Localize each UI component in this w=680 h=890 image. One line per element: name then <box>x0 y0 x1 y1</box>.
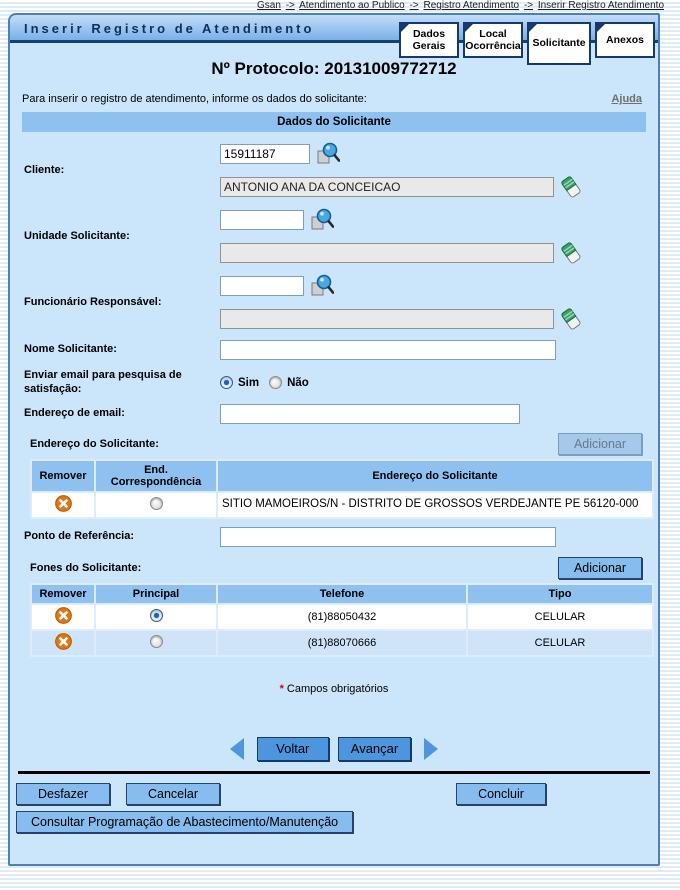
unidade-code-input[interactable] <box>220 210 304 230</box>
fones-col-telefone: Telefone <box>217 584 467 604</box>
avancar-button[interactable]: Avançar <box>338 737 411 761</box>
ponto-referencia-input[interactable] <box>220 527 556 547</box>
next-arrow-icon[interactable] <box>424 738 438 760</box>
funcionario-erase-icon[interactable] <box>560 307 582 331</box>
funcionario-label: Funcionário Responsável: <box>24 295 162 308</box>
breadcrumb <box>257 0 664 11</box>
remove-fone-icon[interactable] <box>55 607 72 624</box>
telefone-cell: (81)88050432 <box>217 604 467 630</box>
unidade-search-icon[interactable] <box>310 208 334 232</box>
principal-radio[interactable] <box>150 635 163 648</box>
endereco-section-label: Endereço do Solicitante: <box>30 437 159 450</box>
help-link[interactable]: Ajuda <box>611 93 642 105</box>
email-pesquisa-label: Enviar email para pesquisa de satisfação: <box>24 369 182 395</box>
tab-local-ocorrencia[interactable]: Local Ocorrência <box>463 22 523 58</box>
required-asterisk: * <box>279 682 284 695</box>
endereco-cell: SITIO MAMOEIROS/N - DISTRITO DE GROSSOS VERDEJANTE PE 56120-000 <box>217 492 653 518</box>
breadcrumb-link-registro[interactable]: Registro Atendimento <box>423 0 520 11</box>
fones-col-remover: Remover <box>31 584 95 604</box>
cliente-code-input[interactable] <box>220 144 310 164</box>
tab-anexos[interactable]: Anexos <box>595 22 655 58</box>
tipo-cell: CELULAR <box>467 604 653 630</box>
cancelar-button[interactable]: Cancelar <box>126 783 220 805</box>
breadcrumb-separator: -> <box>409 0 419 11</box>
principal-radio[interactable] <box>150 609 163 622</box>
consultar-programacao-button[interactable]: Consultar Programação de Abastecimento/Manutenção <box>16 811 353 833</box>
funcionario-search-icon[interactable] <box>310 274 334 298</box>
cliente-name-field <box>220 177 554 197</box>
fones-section-label: Fones do Solicitante: <box>30 561 142 574</box>
endereco-table <box>30 459 654 519</box>
breadcrumb-separator: -> <box>285 0 295 11</box>
required-fields-note <box>10 683 658 695</box>
correspondencia-radio[interactable] <box>150 497 163 510</box>
funcionario-code-input[interactable] <box>220 276 304 296</box>
endereco-col-endereco: Endereço do Solicitante <box>217 460 653 492</box>
tipo-cell: CELULAR <box>467 630 653 656</box>
tab-solicitante[interactable]: Solicitante <box>527 22 591 65</box>
main-frame <box>8 13 660 866</box>
unidade-name-field <box>220 243 554 263</box>
breadcrumb-separator: -> <box>523 0 534 11</box>
email-input[interactable] <box>220 404 520 424</box>
fones-table-header-row <box>31 584 653 604</box>
divider <box>18 771 650 774</box>
funcionario-name-field <box>220 309 554 329</box>
breadcrumb-link-gsan[interactable]: Gsan <box>257 0 281 11</box>
breadcrumb-link-atendimento[interactable]: Atendimento ao Publico <box>299 0 405 11</box>
cliente-erase-icon[interactable] <box>560 175 582 199</box>
fones-col-tipo: Tipo <box>467 584 653 604</box>
telefone-cell: (81)88070666 <box>217 630 467 656</box>
email-label: Endereço de email: <box>24 406 125 419</box>
add-endereco-button[interactable]: Adicionar <box>558 433 642 455</box>
remove-fone-icon[interactable] <box>55 633 72 650</box>
email-pesquisa-nao-label: Não <box>287 376 309 389</box>
fone-table-row <box>31 604 653 630</box>
endereco-table-row <box>31 492 653 518</box>
fones-table <box>30 583 654 657</box>
required-text: Campos obrigatórios <box>286 682 389 695</box>
instruction-text: Para inserir o registro de atendimento, informe os dados do solicitante: <box>22 93 367 105</box>
endereco-col-correspondencia: End. Correspondência <box>95 460 217 492</box>
section-header-dados-solicitante: Dados do Solicitante <box>22 112 646 132</box>
tab-strip <box>399 22 655 65</box>
email-pesquisa-sim-radio[interactable] <box>220 376 233 389</box>
fone-table-row <box>31 630 653 656</box>
page-title: Inserir Registro de Atendimento <box>24 21 315 36</box>
breadcrumb-link-inserir[interactable]: Inserir Registro Atendimento <box>537 0 664 11</box>
desfazer-button[interactable]: Desfazer <box>16 783 110 805</box>
add-fone-button[interactable]: Adicionar <box>558 557 642 579</box>
ponto-referencia-label: Ponto de Referência: <box>24 529 135 542</box>
cliente-label: Cliente: <box>24 163 65 176</box>
email-pesquisa-nao-radio[interactable] <box>269 376 282 389</box>
tab-dados-gerais[interactable]: Dados Gerais <box>399 22 459 58</box>
unidade-label: Unidade Solicitante: <box>24 229 130 242</box>
endereco-table-header-row <box>31 460 653 492</box>
fones-col-principal: Principal <box>95 584 217 604</box>
voltar-button[interactable]: Voltar <box>257 737 329 761</box>
cliente-search-icon[interactable] <box>316 142 340 166</box>
unidade-erase-icon[interactable] <box>560 241 582 265</box>
email-pesquisa-sim-label: Sim <box>238 376 260 389</box>
prev-arrow-icon[interactable] <box>230 738 244 760</box>
title-bar <box>10 15 658 52</box>
endereco-col-remover: Remover <box>31 460 95 492</box>
concluir-button[interactable]: Concluir <box>456 783 546 805</box>
nome-solicitante-label: Nome Solicitante: <box>24 343 117 356</box>
nome-solicitante-input[interactable] <box>220 340 556 360</box>
remove-endereco-icon[interactable] <box>55 495 72 512</box>
protocol-number: Nº Protocolo: 20131009772712 <box>211 59 457 78</box>
